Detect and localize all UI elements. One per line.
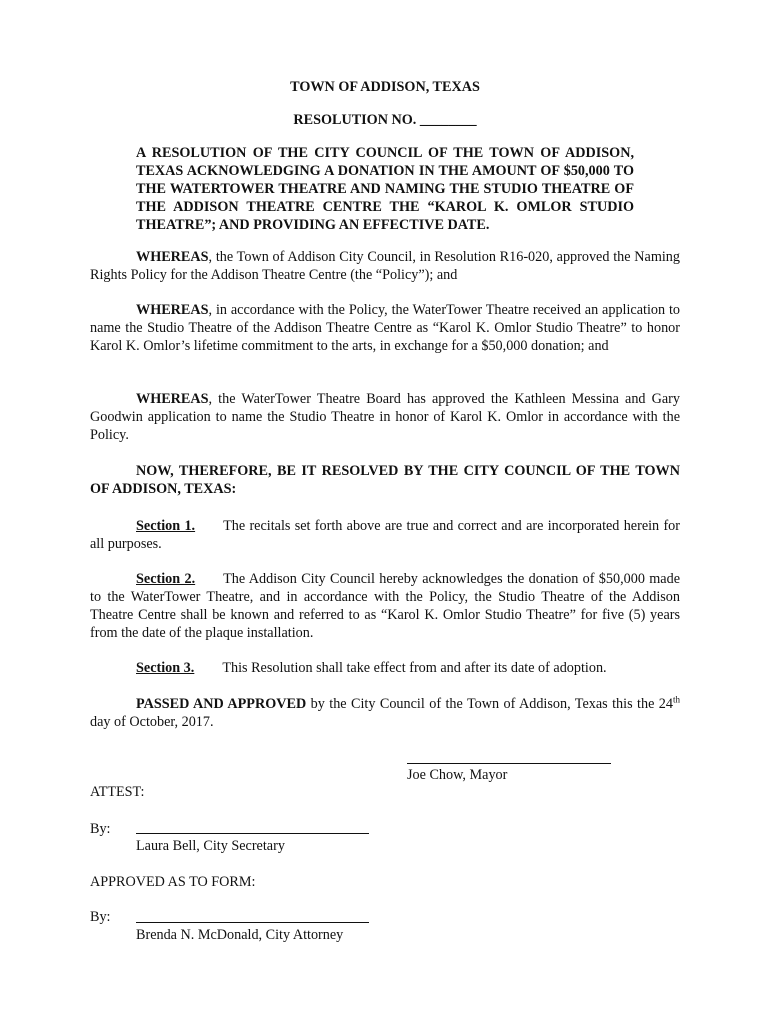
attest-label: ATTEST: [90, 784, 145, 800]
by-label: By: [90, 909, 111, 925]
whereas-text: , the WaterTower Theatre Board has approved the Kathleen Messina and Gary Goodwin application to name the Studio Theatre in honor of Karol K. Omlor in accordance with the Policy. [90, 391, 680, 443]
whereas-text: , the Town of Addison City Council, in Resolution R16-020, approved the Naming Rights Policy for the Addison Theatre Centre (the “Policy”); and [90, 249, 680, 283]
whereas-paragraph-2 [90, 301, 680, 355]
section-text: The recitals set forth above are true and correct and are incorporated herein for all purposes. [90, 518, 680, 552]
section-1 [90, 517, 680, 553]
whereas-paragraph-1 [90, 248, 680, 284]
passed-lead: PASSED AND APPROVED [136, 696, 307, 712]
whereas-lead: WHEREAS [136, 391, 209, 407]
secretary-name: Laura Bell, City Secretary [136, 838, 285, 854]
section-text: The Addison City Council hereby acknowledges the donation of $50,000 made to the WaterTower Theatre, and in accordance with the Policy, the Studio Theatre of the Addison Theatre Centre shall be known and referred to as “Karol K. Omlor Studio Theatre” for five (5) years from the date of the plaque installation. [90, 571, 680, 641]
mayor-signature-line [407, 763, 611, 764]
whereas-lead: WHEREAS [136, 249, 209, 265]
approved-as-to-form-label: APPROVED AS TO FORM: [90, 874, 256, 890]
resolved-clause: NOW, THEREFORE, BE IT RESOLVED BY THE CITY COUNCIL OF THE TOWN OF ADDISON, TEXAS: [90, 463, 680, 497]
section-3 [90, 659, 680, 677]
resolution-title: A RESOLUTION OF THE CITY COUNCIL OF THE TOWN OF ADDISON, TEXAS ACKNOWLEDGING A DONATION IN THE AMOUNT OF $50,000 TO THE WATERTOWER THEATRE AND NAMING THE STUDIO THEATRE OF THE ADDISON THEATRE CENTRE THE “KAROL K. OMLOR STUDIO THEATRE”; AND PROVIDING AN EFFECTIVE DATE. [136, 145, 634, 233]
attorney-name: Brenda N. McDonald, City Attorney [136, 927, 344, 943]
attorney-signature-line [136, 922, 369, 923]
whereas-lead: WHEREAS [136, 302, 209, 318]
mayor-name: Joe Chow, Mayor [407, 767, 508, 783]
passed-and-approved: PASSED AND APPROVED by the City Council of the Town of Addison, Texas this the 24th day of October, 2017. [90, 694, 680, 730]
section-2 [90, 570, 680, 642]
section-text: This Resolution shall take effect from and after its date of adoption. [222, 660, 607, 676]
resolution-number: RESOLUTION NO. ________ [293, 112, 477, 128]
section-label: Section 2. [136, 571, 196, 587]
section-label: Section 3. [136, 660, 195, 676]
whereas-text: , in accordance with the Policy, the WaterTower Theatre received an application to name the Studio Theatre of the Addison Theatre Centre as “Karol K. Omlor Studio Theatre” to honor Karol K. Omlor’s lifetime commitment to the arts, in exchange for a $50,000 donation; and [90, 302, 680, 354]
by-label: By: [90, 821, 111, 837]
town-heading: TOWN OF ADDISON, TEXAS [290, 79, 480, 95]
secretary-signature-line [136, 833, 369, 834]
section-label: Section 1. [136, 518, 196, 534]
whereas-paragraph-3 [90, 390, 680, 444]
